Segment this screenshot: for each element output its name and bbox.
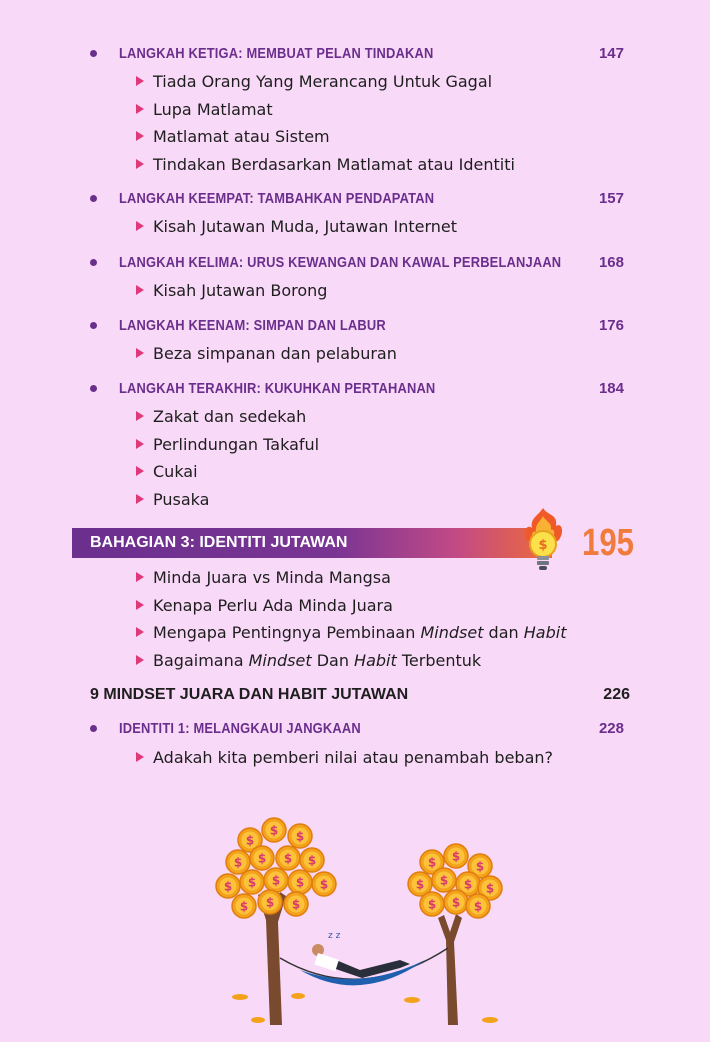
step-title: LANGKAH TERAKHIR: KUKUHKAN PERTAHANAN (119, 379, 436, 397)
step-page-number: 157 (598, 189, 624, 207)
section-page-number: 195 (582, 522, 634, 564)
section-title: BAHAGIAN 3: IDENTITI JUTAWAN (90, 534, 348, 551)
step-title: LANGKAH KEEMPAT: TAMBAHKAN PENDAPATAN (119, 189, 435, 207)
triangle-bullet-icon (136, 411, 144, 421)
toc-item-label: Matlamat atau Sistem (153, 126, 330, 146)
triangle-bullet-icon (136, 466, 144, 476)
toc-item-label: Cukai (153, 461, 198, 481)
toc-item-label: Kenapa Perlu Ada Minda Juara (153, 595, 393, 615)
bullet-icon (90, 195, 97, 202)
toc-item[interactable] (136, 341, 397, 365)
step-page-number: 168 (598, 253, 624, 271)
toc-chapter[interactable] (90, 683, 630, 707)
toc-item-label: Perlindungan Takaful (153, 434, 320, 454)
toc-step-keenam[interactable] (90, 314, 630, 336)
bullet-icon (90, 385, 97, 392)
triangle-bullet-icon (136, 159, 144, 169)
toc-item-label: Bagaimana Mindset Dan Habit Terbentuk (153, 650, 482, 670)
toc-item-label: Pusaka (153, 489, 210, 509)
step-page-number: 176 (598, 316, 624, 334)
money-tree-hammock-illustration: $ z z (200, 800, 520, 1040)
toc-item-label: Lupa Matlamat (153, 99, 273, 119)
toc-step-terakhir[interactable] (90, 377, 630, 399)
toc-item[interactable] (136, 620, 566, 644)
step-title: IDENTITI 1: MELANGKAUI JANGKAAN (119, 719, 361, 737)
chapter-title: 9 MINDSET JUARA DAN HABIT JUTAWAN (90, 686, 409, 703)
step-title: LANGKAH KELIMA: URUS KEWANGAN DAN KAWAL PERBELANJAAN (119, 253, 562, 271)
triangle-bullet-icon (136, 752, 144, 762)
toc-item-label: Minda Juara vs Minda Mangsa (153, 567, 391, 587)
toc-step-ketiga[interactable] (90, 42, 630, 64)
toc-item-label: Kisah Jutawan Muda, Jutawan Internet (153, 216, 458, 236)
toc-item-label: Mengapa Pentingnya Pembinaan Mindset dan Habit (153, 622, 567, 642)
triangle-bullet-icon (136, 600, 144, 610)
triangle-bullet-icon (136, 439, 144, 449)
section-banner[interactable] (72, 528, 552, 558)
toc-item-label: Beza simpanan dan pelaburan (153, 343, 397, 363)
step-title: LANGKAH KETIGA: MEMBUAT PELAN TINDAKAN (119, 44, 434, 62)
svg-text:$: $ (538, 538, 548, 553)
step-page-number: 147 (598, 44, 624, 62)
toc-item-label: Kisah Jutawan Borong (153, 280, 328, 300)
triangle-bullet-icon (136, 221, 144, 231)
toc-item[interactable] (136, 648, 481, 672)
triangle-bullet-icon (136, 494, 144, 504)
toc-item[interactable] (136, 593, 393, 617)
triangle-bullet-icon (136, 348, 144, 358)
toc-item-label: Tindakan Berdasarkan Matlamat atau Identiti (153, 154, 515, 174)
triangle-bullet-icon (136, 572, 144, 582)
chapter-page-number: 226 (603, 686, 630, 703)
triangle-bullet-icon (136, 104, 144, 114)
toc-item[interactable] (136, 278, 327, 302)
toc-item-label: Zakat dan sedekah (153, 406, 307, 426)
triangle-bullet-icon (136, 627, 144, 637)
toc-item-label: Adakah kita pemberi nilai atau penambah beban? (153, 747, 553, 767)
toc-item[interactable] (136, 97, 273, 121)
toc-step-identiti-1[interactable] (90, 717, 630, 739)
step-title: LANGKAH KEENAM: SIMPAN DAN LABUR (119, 316, 386, 334)
toc-item[interactable] (136, 124, 330, 148)
toc-item[interactable] (136, 565, 391, 589)
toc-item-label: Tiada Orang Yang Merancang Untuk Gagal (153, 71, 493, 91)
bullet-icon (90, 50, 97, 57)
step-page-number: 184 (598, 379, 624, 397)
triangle-bullet-icon (136, 131, 144, 141)
toc-item[interactable] (136, 745, 553, 769)
triangle-bullet-icon (136, 285, 144, 295)
toc-item[interactable] (136, 487, 209, 511)
toc-item[interactable] (136, 214, 457, 238)
triangle-bullet-icon (136, 655, 144, 665)
toc-step-kelima[interactable] (90, 251, 630, 273)
toc-step-keempat[interactable] (90, 187, 630, 209)
toc-item[interactable] (136, 69, 492, 93)
bullet-icon (90, 322, 97, 329)
svg-text:z z: z z (328, 931, 341, 941)
bullet-icon (90, 725, 97, 732)
flaming-lightbulb-icon (518, 506, 568, 576)
step-page-number: 228 (598, 719, 624, 737)
toc-item[interactable] (136, 459, 198, 483)
toc-item[interactable] (136, 404, 306, 428)
bullet-icon (90, 259, 97, 266)
toc-item[interactable] (136, 432, 319, 456)
triangle-bullet-icon (136, 76, 144, 86)
toc-item[interactable] (136, 152, 515, 176)
